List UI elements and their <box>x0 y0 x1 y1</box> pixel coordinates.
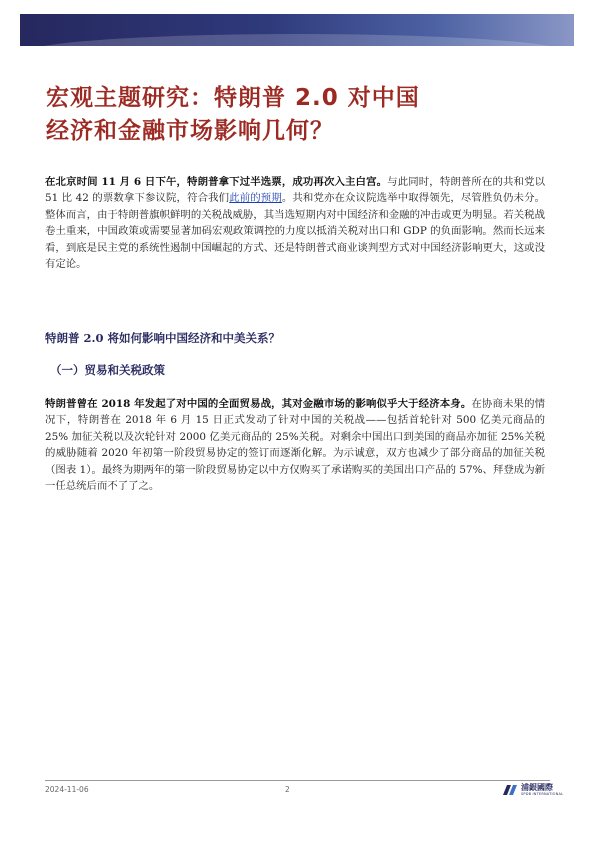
section-heading: 特朗普 2.0 将如何影响中国经济和中美关系？ <box>45 331 281 345</box>
logo-text-en: SPDB INTERNATIONAL <box>521 792 564 796</box>
report-title <box>46 82 546 148</box>
intro-lead-bold: 在北京时间 11 月 6 日下午，特朗普拿下过半选票，成功再次入主白宫。 <box>45 176 388 188</box>
company-logo <box>502 783 563 797</box>
intro-paragraph <box>45 174 545 272</box>
intro-text-a: 与此同时，特朗普所在的共和党以 51 比 42 的票数拿下参议院，符合我们 <box>45 176 546 205</box>
title-line-1: 宏观主题研究：特朗普 2.0 对中国 <box>46 85 420 111</box>
logo-mark-icon <box>502 783 518 797</box>
banner-wave-decoration <box>20 34 574 46</box>
previous-forecast-link[interactable]: 此前的预期 <box>229 192 282 205</box>
sub-heading-trade: （一）贸易和关税政策 <box>50 363 165 377</box>
trade-lead-bold: 特朗普曾在 2018 年发起了对中国的全面贸易战，其对金融市场的影响似乎大于经济本身。 <box>45 398 472 410</box>
trade-text: 在协商未果的情况下，特朗普在 2018 年 6 月 15 日正式发动了针对中国的关税战——包括首轮针对 500 亿美元商品的 25% 加征关税以及次轮针对 2000 亿美元商品的 25%关税。对剩余中国出口到美国的商品亦加征 25%关税的威胁随着 2020 年初第一阶段贸易协定的签订而逐渐化解。为示诚意，双方也减少了部分商品的加征关税（图表 1）。最终为期两年的第一阶段贸易协定以中方仅购买了承诺购买的美国出口产品的 57%、拜登成为新一任总统后而不了了之。 <box>45 398 545 493</box>
logo-text-cn: 浦銀國際 <box>521 783 553 792</box>
footer-divider <box>45 780 550 781</box>
page-number: 2 <box>285 785 290 794</box>
title-line-2: 经济和金融市场影响几何？ <box>46 118 334 144</box>
header-banner <box>20 14 574 46</box>
trade-paragraph <box>45 396 545 494</box>
footer-date: 2024-11-06 <box>45 785 89 794</box>
intro-text-b: 。共和党亦在众议院选举中取得领先，尽管胜负仍未分。整体而言，由于特朗普旗帜鲜明的关税战威胁，其当选短期内对中国经济和金融的冲击或更为明显。若关税战卷土重来，中国政策或需要显著加码宏观政策调控的力度以抵消关税对出口和 GDP 的负面影响。然而长远来看，到底是民主党的系统性遏制中国崛起的方式、还是特朗普式商业谈判型方式对中国经济影响更大，这或没有定论。 <box>45 192 546 271</box>
